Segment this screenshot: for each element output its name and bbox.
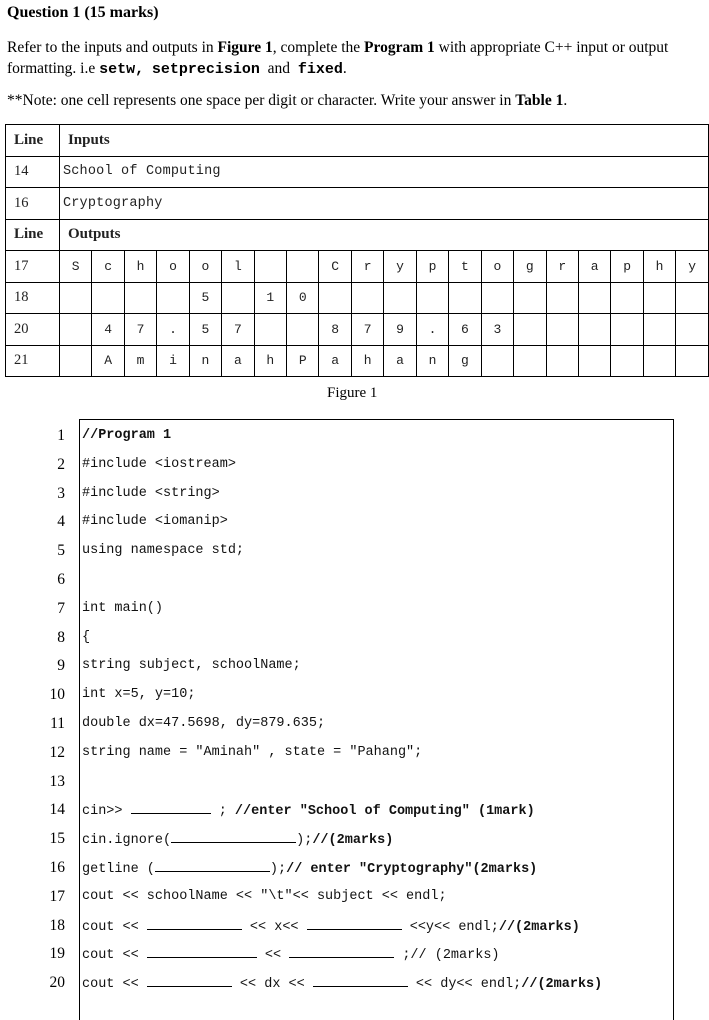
output-cell[interactable] xyxy=(92,282,124,314)
inputs-header-row xyxy=(6,125,709,157)
output-cell[interactable] xyxy=(676,282,709,314)
output-cell[interactable] xyxy=(611,282,643,314)
output-cell[interactable] xyxy=(676,345,709,377)
output-cell[interactable]: y xyxy=(384,251,416,283)
output-cell[interactable] xyxy=(59,282,91,314)
output-cell[interactable]: h xyxy=(254,345,286,377)
line-number: 13 xyxy=(49,772,65,790)
line-number: 20 xyxy=(6,314,60,346)
code-text: << x<< xyxy=(241,919,307,935)
code-text: ;// (2marks) xyxy=(394,948,500,964)
note-text: . xyxy=(563,92,568,109)
line-header: Line xyxy=(6,219,60,251)
code-text: //(2marks) xyxy=(312,833,394,849)
output-cell[interactable] xyxy=(254,314,286,346)
line-number: 6 xyxy=(57,571,65,588)
output-cell[interactable] xyxy=(611,345,643,377)
output-cell[interactable] xyxy=(481,345,513,377)
code-line xyxy=(82,716,325,731)
output-cell[interactable] xyxy=(319,282,351,314)
line-number: 2 xyxy=(57,455,65,473)
code-text: int main() xyxy=(82,600,164,616)
line-number: 15 xyxy=(49,830,65,848)
line-number: 5 xyxy=(57,542,65,560)
code-text: string name = "Aminah" , state = "Pahang"; xyxy=(82,744,423,760)
figure-caption: Figure 1 xyxy=(327,385,378,401)
code-line xyxy=(82,831,393,848)
input-row xyxy=(6,188,709,220)
output-cell[interactable]: 8 xyxy=(319,314,351,346)
line-number: 9 xyxy=(57,657,65,675)
output-cell[interactable]: a xyxy=(222,345,254,377)
output-cell[interactable] xyxy=(384,282,416,314)
output-cell[interactable] xyxy=(546,314,578,346)
output-cell[interactable]: g xyxy=(514,251,546,283)
answer-blank[interactable] xyxy=(171,831,296,843)
output-cell[interactable] xyxy=(514,345,546,377)
code-line xyxy=(82,457,236,472)
output-cell[interactable]: y xyxy=(676,251,709,283)
intro-text: Refer to the inputs and outputs in xyxy=(7,39,218,56)
line-number: 10 xyxy=(49,686,65,704)
line-number: 3 xyxy=(57,484,65,502)
output-cell[interactable]: h xyxy=(351,345,383,377)
question-title: Question 1 (15 marks) xyxy=(7,4,159,21)
code-text: double dx=47.5698, dy=879.635; xyxy=(82,716,326,731)
answer-blank[interactable] xyxy=(147,946,257,958)
output-cell[interactable] xyxy=(416,282,448,314)
outputs-header-row xyxy=(6,219,709,251)
code-text: <<y<< endl; xyxy=(401,919,499,935)
code-text: //Program 1 xyxy=(82,428,172,443)
code-line xyxy=(82,486,220,501)
line-number: 18 xyxy=(49,916,65,934)
note-text: **Note: one cell represents one space per digit or character. Write your answer in xyxy=(7,92,516,109)
code-text: << dy<< endl; xyxy=(407,977,522,993)
output-cell[interactable] xyxy=(287,314,319,346)
output-cell[interactable]: . xyxy=(157,314,189,346)
output-cell[interactable]: p xyxy=(416,251,448,283)
answer-blank[interactable] xyxy=(131,802,211,814)
output-cell[interactable]: n xyxy=(189,345,221,377)
keyword-fixed: fixed xyxy=(297,61,343,78)
code-text: cout << xyxy=(82,919,147,935)
output-cell[interactable]: 5 xyxy=(189,282,221,314)
answer-blank[interactable] xyxy=(147,918,242,930)
output-cell[interactable]: m xyxy=(124,345,156,377)
output-cell[interactable]: l xyxy=(222,251,254,283)
output-cell[interactable]: h xyxy=(124,251,156,283)
output-cell[interactable]: S xyxy=(59,251,91,283)
answer-blank[interactable] xyxy=(307,918,402,930)
output-cell[interactable] xyxy=(59,314,91,346)
code-text: cin>> xyxy=(82,804,131,820)
code-line xyxy=(82,658,301,673)
code-text: cout << xyxy=(82,977,147,993)
code-line xyxy=(82,687,195,702)
answer-blank[interactable] xyxy=(155,860,270,872)
output-cell[interactable]: n xyxy=(416,345,448,377)
intro-program-ref: Program 1 xyxy=(364,39,435,56)
code-line xyxy=(82,630,90,645)
output-cell[interactable] xyxy=(254,251,286,283)
output-cell[interactable] xyxy=(578,314,610,346)
code-line xyxy=(82,745,422,760)
input-row xyxy=(6,156,709,188)
output-cell[interactable]: a xyxy=(319,345,351,377)
output-row xyxy=(6,345,709,377)
line-number: 17 xyxy=(49,887,65,905)
code-text: getline ( xyxy=(82,862,155,877)
output-cell[interactable]: g xyxy=(449,345,481,377)
output-cell[interactable] xyxy=(611,314,643,346)
intro-figure-ref: Figure 1 xyxy=(217,39,273,56)
code-text: using namespace std; xyxy=(82,543,245,559)
output-cell[interactable] xyxy=(351,282,383,314)
note xyxy=(7,92,567,110)
line-number: 20 xyxy=(49,974,65,992)
line-number: 1 xyxy=(57,427,65,444)
code-text: //(2marks) xyxy=(521,977,603,993)
output-cell[interactable]: A xyxy=(92,345,124,377)
code-text: string subject, schoolName; xyxy=(82,658,301,674)
output-row xyxy=(6,314,709,346)
output-cell[interactable]: h xyxy=(643,251,675,283)
output-cell[interactable] xyxy=(222,282,254,314)
line-header: Line xyxy=(6,125,60,157)
intro-text: with appropriate C++ input or output formatting. i.e xyxy=(7,39,669,77)
line-number: 16 xyxy=(49,859,65,876)
line-number: 19 xyxy=(49,945,65,963)
line-number: 8 xyxy=(57,628,65,646)
intro-text: . xyxy=(342,60,347,77)
code-line xyxy=(82,946,500,963)
question-intro xyxy=(7,37,707,80)
inputs-header: Inputs xyxy=(59,125,708,157)
code-line xyxy=(82,543,244,558)
line-number: 7 xyxy=(57,599,65,617)
line-number: 14 xyxy=(49,801,65,819)
output-cell[interactable]: p xyxy=(611,251,643,283)
output-cell[interactable] xyxy=(643,314,675,346)
code-text: int x=5, y=10; xyxy=(82,687,196,703)
output-cell[interactable] xyxy=(514,282,546,314)
output-cell[interactable]: r xyxy=(546,251,578,283)
output-cell[interactable] xyxy=(643,345,675,377)
line-number: 11 xyxy=(50,715,65,732)
code-line xyxy=(82,428,171,443)
output-cell[interactable] xyxy=(59,345,91,377)
output-row xyxy=(6,282,709,314)
output-cell[interactable] xyxy=(157,282,189,314)
line-number: 14 xyxy=(6,156,60,188)
output-cell[interactable]: o xyxy=(189,251,221,283)
output-cell[interactable]: c xyxy=(92,251,124,283)
line-number: 17 xyxy=(6,251,60,283)
output-cell[interactable] xyxy=(578,345,610,377)
answer-blank[interactable] xyxy=(147,975,232,987)
code-line xyxy=(82,860,537,877)
output-cell[interactable]: . xyxy=(416,314,448,346)
code-text: ); xyxy=(296,833,313,849)
output-cell[interactable] xyxy=(578,282,610,314)
output-cell[interactable]: 9 xyxy=(384,314,416,346)
output-cell[interactable] xyxy=(546,282,578,314)
keyword-setprecision: setprecision xyxy=(151,61,260,78)
output-cell[interactable] xyxy=(643,282,675,314)
code-text: cin.ignore( xyxy=(82,833,172,849)
code-line xyxy=(82,802,535,819)
intro-text: , complete the xyxy=(272,39,365,56)
figure-1-table xyxy=(5,124,709,377)
input-text: School of Computing xyxy=(59,156,708,188)
output-cell[interactable] xyxy=(514,314,546,346)
output-cell[interactable] xyxy=(481,282,513,314)
code-text: cout << schoolName << "\t"<< subject << endl; xyxy=(82,888,447,904)
output-cell[interactable]: 7 xyxy=(124,314,156,346)
output-cell[interactable]: 6 xyxy=(449,314,481,346)
output-cell[interactable]: 1 xyxy=(254,282,286,314)
output-row xyxy=(6,251,709,283)
output-cell[interactable]: 4 xyxy=(92,314,124,346)
line-number: 4 xyxy=(57,513,65,531)
code-line xyxy=(82,889,447,904)
code-line xyxy=(82,975,602,992)
output-cell[interactable]: r xyxy=(351,251,383,283)
line-number: 21 xyxy=(6,345,60,377)
code-text: #include <iomanip> xyxy=(82,514,228,530)
code-text: #include <iostream> xyxy=(82,456,236,472)
output-cell[interactable]: 7 xyxy=(222,314,254,346)
code-text: cout << xyxy=(82,948,147,964)
keyword-setw: setw, xyxy=(99,61,145,78)
line-number: 18 xyxy=(6,282,60,314)
line-number: 12 xyxy=(49,743,65,761)
answer-blank[interactable] xyxy=(289,946,394,958)
output-cell[interactable] xyxy=(676,314,709,346)
output-cell[interactable]: C xyxy=(319,251,351,283)
code-text: #include <string> xyxy=(82,485,220,501)
output-cell[interactable]: P xyxy=(287,345,319,377)
code-line xyxy=(82,514,228,529)
code-text: ); xyxy=(269,862,287,877)
output-cell[interactable]: t xyxy=(449,251,481,283)
code-text: << xyxy=(256,948,290,964)
output-cell[interactable]: o xyxy=(481,251,513,283)
output-cell[interactable] xyxy=(287,251,319,283)
line-number: 16 xyxy=(6,188,60,220)
output-cell[interactable]: i xyxy=(157,345,189,377)
output-cell[interactable]: a xyxy=(578,251,610,283)
code-text: // enter "Cryptography"(2marks) xyxy=(286,862,538,877)
code-text: << dx << xyxy=(231,977,313,993)
output-cell[interactable] xyxy=(124,282,156,314)
note-table-ref: Table 1 xyxy=(515,92,564,109)
code-text: //(2marks) xyxy=(498,919,580,935)
code-text: { xyxy=(82,629,91,645)
code-text: ; xyxy=(210,804,235,820)
output-cell[interactable]: 7 xyxy=(351,314,383,346)
code-line xyxy=(82,918,580,935)
output-cell[interactable]: 5 xyxy=(189,314,221,346)
code-line xyxy=(82,601,163,616)
output-cell[interactable]: o xyxy=(157,251,189,283)
output-cell[interactable] xyxy=(449,282,481,314)
code-text: //enter "School of Computing" (1mark) xyxy=(234,804,535,820)
output-cell[interactable]: 3 xyxy=(481,314,513,346)
intro-text: and xyxy=(267,60,291,77)
answer-blank[interactable] xyxy=(313,975,408,987)
output-cell[interactable]: a xyxy=(384,345,416,377)
output-cell[interactable] xyxy=(546,345,578,377)
output-cell[interactable]: 0 xyxy=(287,282,319,314)
input-text: Cryptography xyxy=(59,188,708,220)
outputs-header: Outputs xyxy=(59,219,708,251)
